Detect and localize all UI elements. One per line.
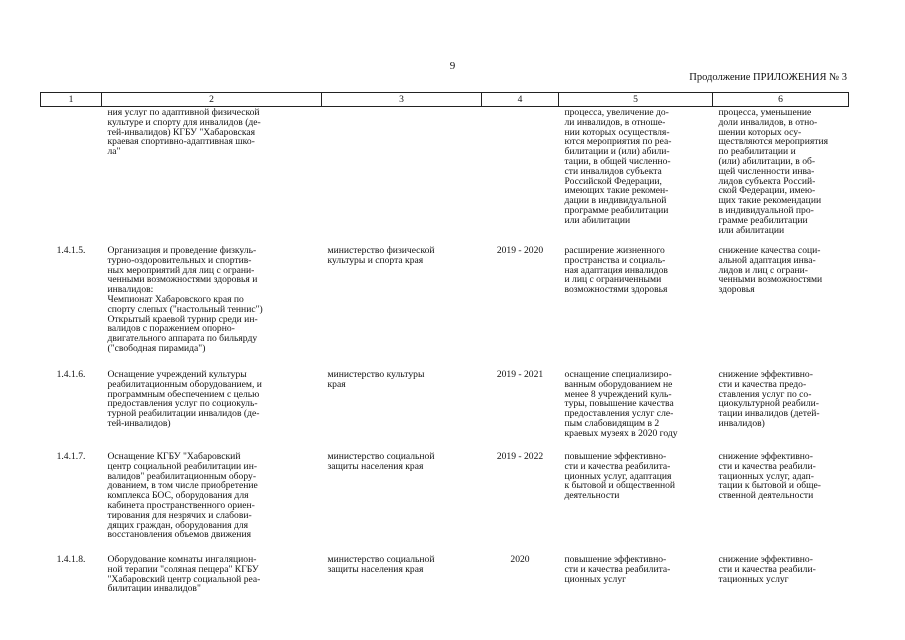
table-row bbox=[41, 107, 849, 247]
column-number-6: 6 bbox=[713, 93, 849, 107]
column-number-1: 1 bbox=[41, 93, 102, 107]
row-number bbox=[41, 107, 102, 247]
column-number-5: 5 bbox=[559, 93, 713, 107]
period-cell: 2020 bbox=[510, 554, 530, 565]
table-row bbox=[41, 555, 849, 607]
column-number-4: 4 bbox=[482, 93, 559, 107]
measure-cell: ния услуг по адаптивной физической культуре и спорту для инвалидов (де- тей-инвалидов) КГБУ "Хабаровская краевая спортивно-адаптивная шко- ла" bbox=[107, 107, 261, 158]
period-cell bbox=[482, 107, 559, 247]
appendix-title: Продолжение ПРИЛОЖЕНИЯ № 3 bbox=[689, 72, 847, 83]
risk-cell: снижение эффективно- сти и качества предо- ставления услуг по со- циокультурной реабили- тации инвалидов (детей- инвалидов) bbox=[718, 369, 820, 429]
result-cell: повышение эффективно- сти и качества реабилита- ционных услуг, адаптация к бытовой и общественной деятельности bbox=[564, 451, 676, 502]
measure-cell: Оснащение учреждений культуры реабилитационным оборудованием, и программным обеспечением с целью предоставления услуг по социокуль- турной реабилитации инвалидов (де- тей-инвалидов) bbox=[107, 369, 262, 429]
period-cell: 2019 - 2020 bbox=[496, 245, 544, 256]
row-number: 1.4.1.8. bbox=[56, 554, 86, 565]
table-row bbox=[41, 452, 849, 555]
period-cell: 2019 - 2022 bbox=[496, 451, 544, 462]
table-row bbox=[41, 370, 849, 452]
executor-cell bbox=[322, 107, 482, 247]
period-cell: 2019 - 2021 bbox=[496, 369, 544, 380]
measure-cell: Оборудование комнаты ингаляцион- ной терапии "соляная пещера" КГБУ "Хабаровский центр социальной реа- билитации инвалидов" bbox=[107, 554, 261, 595]
page-number: 9 bbox=[449, 60, 456, 72]
table-row bbox=[41, 246, 849, 370]
risk-cell: снижение эффективно- сти и качества реабили- тационных услуг, адап- тации к бытовой и обще- ственной деятельности bbox=[718, 451, 821, 502]
result-cell: расширение жизненного пространства и социаль- ная адаптация инвалидов и лиц с ограниченными возможностями здоровья bbox=[564, 245, 668, 296]
measure-cell: Оснащение КГБУ "Хабаровский центр социальной реабилитации ин- валидов" реабилитационным обору- дованием, в том числе приобретение комплекса БОС, оборудования для кабинета пространственного ориен- тирования для незрячих и слабови- дящих граждан, оборудования для восстановления объемов движения bbox=[107, 451, 258, 541]
executor-cell: министерство социальной защиты населения края bbox=[327, 554, 435, 575]
risk-cell: снижение эффективно- сти и качества реабили- тационных услуг bbox=[718, 554, 816, 585]
column-number-row bbox=[41, 93, 849, 107]
program-table bbox=[40, 92, 849, 607]
column-number-3: 3 bbox=[322, 93, 482, 107]
result-cell: оснащение специализиро- ванным оборудованием не менее 8 учреждений куль- туры, повышение качества предоставления услуг сле- пым слабовидящим в 2 краевых музеях в 2020 году bbox=[564, 369, 678, 439]
executor-cell: министерство физической культуры и спорта края bbox=[327, 245, 435, 266]
risk-cell: снижение качества соци- альной адаптация инва- лидов и лиц с ограни- ченными возможностями здоровья bbox=[718, 245, 823, 296]
row-number: 1.4.1.6. bbox=[56, 369, 86, 380]
row-number: 1.4.1.5. bbox=[56, 245, 86, 256]
executor-cell: министерство социальной защиты населения края bbox=[327, 451, 435, 472]
result-cell: процесса, увеличение до- ли инвалидов, в отноше- нии которых осуществля- ются мероприятия по реа- билитации и (или) абили- тации, в общей численно- сти инвалидов субъекта Российской Федерации, имеющих такие рекомен- дации в индивидуальной программе реабилитации или абилитации bbox=[564, 107, 672, 226]
measure-cell: Организация и проведение физкуль- турно-оздоровительных и спортив- ных мероприятий для лиц с ограни- ченными возможностями здоровья и инвалидов: Чемпионат Хабаровского края по спорту слепых ("настольный теннис") Открытый краевой турнир среди ин- валидов с поражением опорно- двигательного аппарата по бильярду ("свободная пирамида") bbox=[107, 245, 263, 354]
column-number-2: 2 bbox=[102, 93, 322, 107]
result-cell: повышение эффективно- сти и качества реабилита- ционных услуг bbox=[564, 554, 671, 585]
row-number: 1.4.1.7. bbox=[56, 451, 86, 462]
risk-cell: процесса, уменьшение доли инвалидов, в отно- шении которых осу- ществляются мероприятия по реабилитации и (или) абилитации, в об- щей численности инва- лидов субъекта Россий- ской Федерации, имею- щих такие рекомендации в индивидуальной про- грамме реабилитации или абилитации bbox=[718, 107, 828, 236]
executor-cell: министерство культуры края bbox=[327, 369, 425, 390]
